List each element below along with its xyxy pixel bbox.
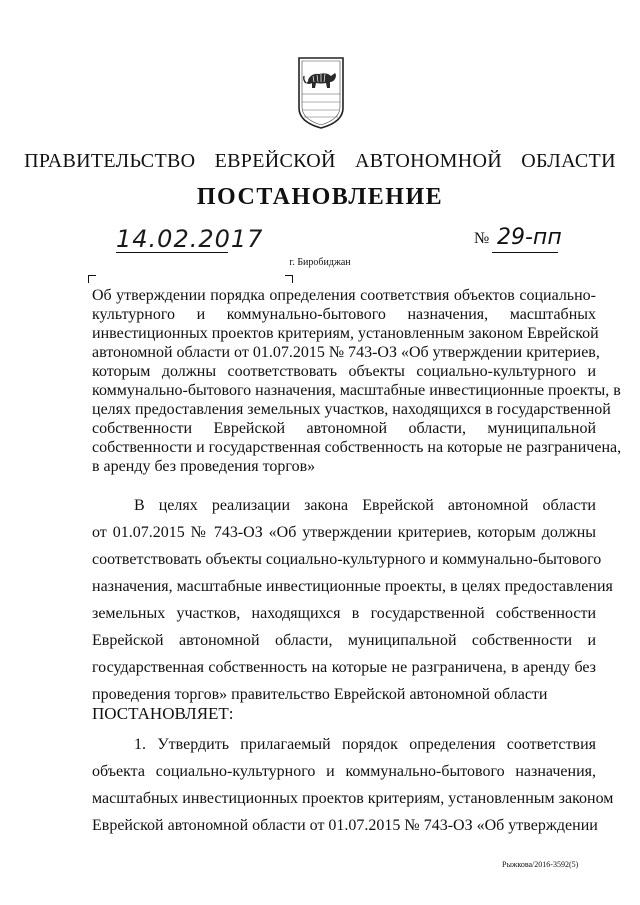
item-line: 1. Утвердить прилагаемый порядок определения соответствия bbox=[134, 736, 596, 753]
number-label: № bbox=[474, 230, 490, 247]
preamble-line: В целях реализации закона Еврейской автономной области bbox=[134, 497, 596, 514]
preamble-line: земельных участков, находящихся в государственной собственности bbox=[92, 605, 596, 622]
subject-line: собственности и государственная собственность на которые не разграничена, bbox=[92, 439, 622, 456]
subject-line: которым должны соответствовать объекты социально-культурного и bbox=[92, 363, 596, 380]
handwritten-date: 14.02.2017 bbox=[116, 225, 264, 253]
subject-line: собственности Еврейской автономной области, муниципальной bbox=[92, 420, 596, 437]
subject-line: Об утверждении порядка определения соответствия объектов социально- bbox=[92, 287, 596, 304]
city-label: г. Биробиджан bbox=[289, 257, 351, 268]
subject-block bbox=[92, 286, 622, 476]
number-underline bbox=[492, 252, 558, 253]
preamble-line: государственная собственность на которые не разграничена, в аренду без bbox=[92, 659, 596, 676]
resolves-heading: ПОСТАНОВЛЯЕТ: bbox=[92, 704, 234, 723]
preamble-line: назначения, масштабные инвестиционные проекты, в целях предоставления bbox=[92, 578, 613, 595]
footer-reference: Рыжкова/2016-3592(5) bbox=[502, 860, 579, 869]
item-line: Еврейской автономной области от 01.07.2015 № 743-ОЗ «Об утверждении bbox=[92, 817, 598, 834]
preamble-line: проведения торгов» правительство Еврейской автономной области bbox=[92, 686, 548, 703]
preamble-line: Еврейской автономной области, муниципальной собственности и bbox=[92, 632, 596, 649]
item-1-paragraph bbox=[92, 731, 614, 839]
government-title: ПРАВИТЕЛЬСТВО ЕВРЕЙСКОЙ АВТОНОМНОЙ ОБЛАСТИ bbox=[24, 150, 616, 172]
subject-line: целях предоставления земельных участков, находящихся в государственной bbox=[92, 401, 611, 418]
handwritten-number: 29-пп bbox=[497, 225, 562, 250]
subject-line: в аренду без проведения торгов» bbox=[92, 458, 316, 475]
subject-line: коммунально-бытового назначения, масштабные инвестиционные проекты, в bbox=[92, 382, 621, 399]
subject-bracket-right bbox=[285, 275, 293, 283]
subject-bracket-left bbox=[88, 275, 96, 283]
preamble-line: от 01.07.2015 № 743-ОЗ «Об утверждении критериев, которым должны bbox=[92, 524, 596, 541]
subject-line: культурного и коммунально-бытового назначения, масштабных bbox=[92, 306, 596, 323]
subject-line: автономной области от 01.07.2015 № 743-ОЗ «Об утверждении критериев, bbox=[92, 344, 600, 361]
preamble-paragraph bbox=[92, 492, 613, 708]
coat-of-arms-emblem bbox=[297, 56, 345, 130]
date-underline bbox=[116, 252, 228, 253]
item-line: объекта социально-культурного и коммунально-бытового назначения, bbox=[92, 763, 596, 780]
document-type-title: ПОСТАНОВЛЕНИЕ bbox=[196, 184, 444, 210]
item-line: масштабных инвестиционных проектов критериям, установленным законом bbox=[92, 790, 614, 807]
subject-line: инвестиционных проектов критериям, установленным законом Еврейской bbox=[92, 325, 599, 342]
preamble-line: соответствовать объекты социально-культурного и коммунально-бытового bbox=[92, 551, 602, 568]
